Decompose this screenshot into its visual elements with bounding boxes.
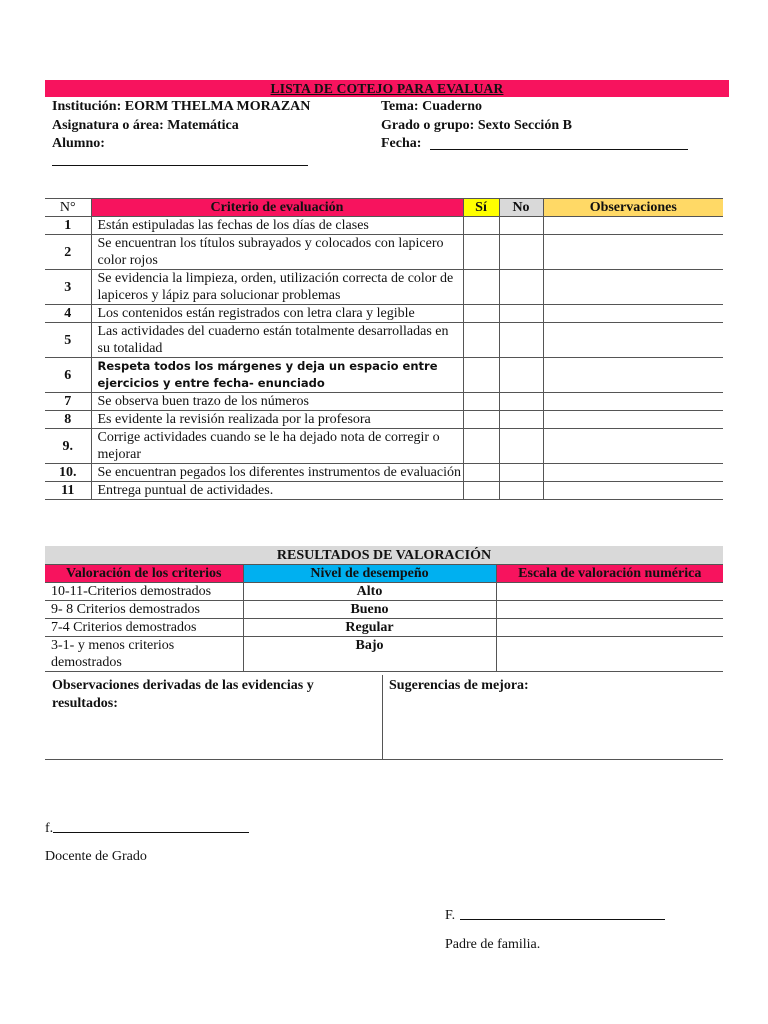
- no-cell[interactable]: [499, 270, 543, 305]
- criteria-row: [45, 270, 723, 305]
- institucion-label: Institución: EORM THELMA MORAZAN: [52, 99, 311, 114]
- docente-prefix: f.: [45, 821, 54, 836]
- criteria-row: [45, 393, 723, 411]
- no-cell[interactable]: [499, 464, 543, 482]
- criterios-cell: 7-4 Criterios demostrados: [45, 619, 243, 637]
- escala-cell[interactable]: [496, 637, 723, 672]
- escala-cell[interactable]: [496, 601, 723, 619]
- observation-cell[interactable]: [543, 411, 723, 429]
- nivel-cell: Regular: [243, 619, 496, 637]
- criteria-row: [45, 429, 723, 464]
- si-cell[interactable]: [463, 464, 499, 482]
- si-cell[interactable]: [463, 411, 499, 429]
- header-si: Sí: [463, 199, 499, 217]
- criterion-text: Los contenidos están registrados con letra clara y legible: [91, 305, 463, 323]
- asignatura-label: Asignatura o área: Matemática: [52, 118, 239, 133]
- criterion-text: Respeta todos los márgenes y deja un espacio entre ejercicios y entre fecha- enunciado: [91, 358, 463, 393]
- fecha-line[interactable]: [430, 149, 688, 150]
- no-cell[interactable]: [499, 235, 543, 270]
- nivel-cell: Bueno: [243, 601, 496, 619]
- alumno-line[interactable]: [52, 165, 308, 166]
- observation-cell[interactable]: [543, 429, 723, 464]
- observations-label: Observaciones derivadas de las evidencias y resultados:: [52, 678, 314, 711]
- docente-label: Docente de Grado: [45, 849, 147, 864]
- si-cell[interactable]: [463, 235, 499, 270]
- row-number: 8: [45, 411, 91, 429]
- padre-prefix: F.: [445, 908, 456, 923]
- criteria-row: [45, 235, 723, 270]
- no-cell[interactable]: [499, 217, 543, 235]
- no-cell[interactable]: [499, 358, 543, 393]
- header-num: N°: [45, 199, 91, 217]
- criterion-text: Corrige actividades cuando se le ha dejado nota de corregir o mejorar: [91, 429, 463, 464]
- criteria-row: [45, 411, 723, 429]
- row-number: 7: [45, 393, 91, 411]
- criterion-text: Se encuentran pegados los diferentes instrumentos de evaluación: [91, 464, 463, 482]
- criteria-row: [45, 358, 723, 393]
- results-row: [45, 583, 723, 601]
- si-cell[interactable]: [463, 217, 499, 235]
- observations-divider: [382, 675, 383, 759]
- si-cell[interactable]: [463, 358, 499, 393]
- criterion-text: Las actividades del cuaderno están totalmente desarrolladas en su totalidad: [91, 323, 463, 358]
- docente-signature[interactable]: [45, 820, 249, 838]
- results-table: [45, 546, 723, 672]
- header-criterio: Criterio de evaluación: [91, 199, 463, 217]
- padre-signature[interactable]: [445, 907, 665, 925]
- criteria-row: [45, 482, 723, 500]
- nivel-cell: Alto: [243, 583, 496, 601]
- si-cell[interactable]: [463, 323, 499, 358]
- criterios-cell: 10-11-Criterios demostrados: [45, 583, 243, 601]
- row-number: 3: [45, 270, 91, 305]
- criteria-row: [45, 305, 723, 323]
- tema-label: Tema: Cuaderno: [381, 99, 482, 114]
- row-number: 4: [45, 305, 91, 323]
- criterion-text: Se observa buen trazo de los números: [91, 393, 463, 411]
- observation-cell[interactable]: [543, 482, 723, 500]
- grado-label: Grado o grupo: Sexto Sección B: [381, 118, 572, 133]
- si-cell[interactable]: [463, 393, 499, 411]
- header-observaciones: Observaciones: [543, 199, 723, 217]
- si-cell[interactable]: [463, 429, 499, 464]
- si-cell[interactable]: [463, 305, 499, 323]
- no-cell[interactable]: [499, 429, 543, 464]
- observation-cell[interactable]: [543, 323, 723, 358]
- observation-cell[interactable]: [543, 464, 723, 482]
- no-cell[interactable]: [499, 482, 543, 500]
- results-row: [45, 619, 723, 637]
- observation-cell[interactable]: [543, 235, 723, 270]
- results-row: [45, 637, 723, 672]
- padre-label: Padre de familia.: [445, 937, 541, 952]
- si-cell[interactable]: [463, 270, 499, 305]
- observation-cell[interactable]: [543, 358, 723, 393]
- escala-cell[interactable]: [496, 619, 723, 637]
- criterion-text: Se encuentran los títulos subrayados y colocados con lapicero color rojos: [91, 235, 463, 270]
- nivel-cell: Bajo: [243, 637, 496, 672]
- row-number: 11: [45, 482, 91, 500]
- criterion-text: Están estipuladas las fechas de los días de clases: [91, 217, 463, 235]
- row-number: 10.: [45, 464, 91, 482]
- fecha-label: Fecha:: [381, 136, 422, 151]
- no-cell[interactable]: [499, 393, 543, 411]
- no-cell[interactable]: [499, 411, 543, 429]
- observation-cell[interactable]: [543, 393, 723, 411]
- criterion-text: Entrega puntual de actividades.: [91, 482, 463, 500]
- criterios-cell: 9- 8 Criterios demostrados: [45, 601, 243, 619]
- criteria-table: [45, 198, 723, 500]
- header-nivel: Nivel de desempeño: [243, 565, 496, 583]
- row-number: 5: [45, 323, 91, 358]
- observation-cell[interactable]: [543, 270, 723, 305]
- observations-section: [45, 675, 723, 760]
- docente-signature-line[interactable]: [53, 832, 249, 833]
- results-title: RESULTADOS DE VALORACIÓN: [45, 546, 723, 565]
- criterion-text: Es evidente la revisión realizada por la profesora: [91, 411, 463, 429]
- criteria-row: [45, 323, 723, 358]
- row-number: 6: [45, 358, 91, 393]
- no-cell[interactable]: [499, 323, 543, 358]
- document-title: LISTA DE COTEJO PARA EVALUAR: [45, 80, 729, 97]
- observation-cell[interactable]: [543, 305, 723, 323]
- criterion-text: Se evidencia la limpieza, orden, utilización correcta de color de lapiceros y lápiz para solucionar problemas: [91, 270, 463, 305]
- criteria-row: [45, 464, 723, 482]
- alumno-label: Alumno:: [52, 136, 105, 151]
- row-number: 2: [45, 235, 91, 270]
- results-row: [45, 601, 723, 619]
- criterios-cell: 3-1- y menos criterios demostrados: [45, 637, 243, 672]
- suggestions-label: Sugerencias de mejora:: [389, 678, 529, 693]
- row-number: 9.: [45, 429, 91, 464]
- criteria-row: [45, 217, 723, 235]
- si-cell[interactable]: [463, 482, 499, 500]
- header-no: No: [499, 199, 543, 217]
- no-cell[interactable]: [499, 305, 543, 323]
- escala-cell[interactable]: [496, 583, 723, 601]
- observation-cell[interactable]: [543, 217, 723, 235]
- padre-signature-line[interactable]: [460, 919, 665, 920]
- header-valoracion: Valoración de los criterios: [45, 565, 243, 583]
- header-escala: Escala de valoración numérica: [496, 565, 723, 583]
- row-number: 1: [45, 217, 91, 235]
